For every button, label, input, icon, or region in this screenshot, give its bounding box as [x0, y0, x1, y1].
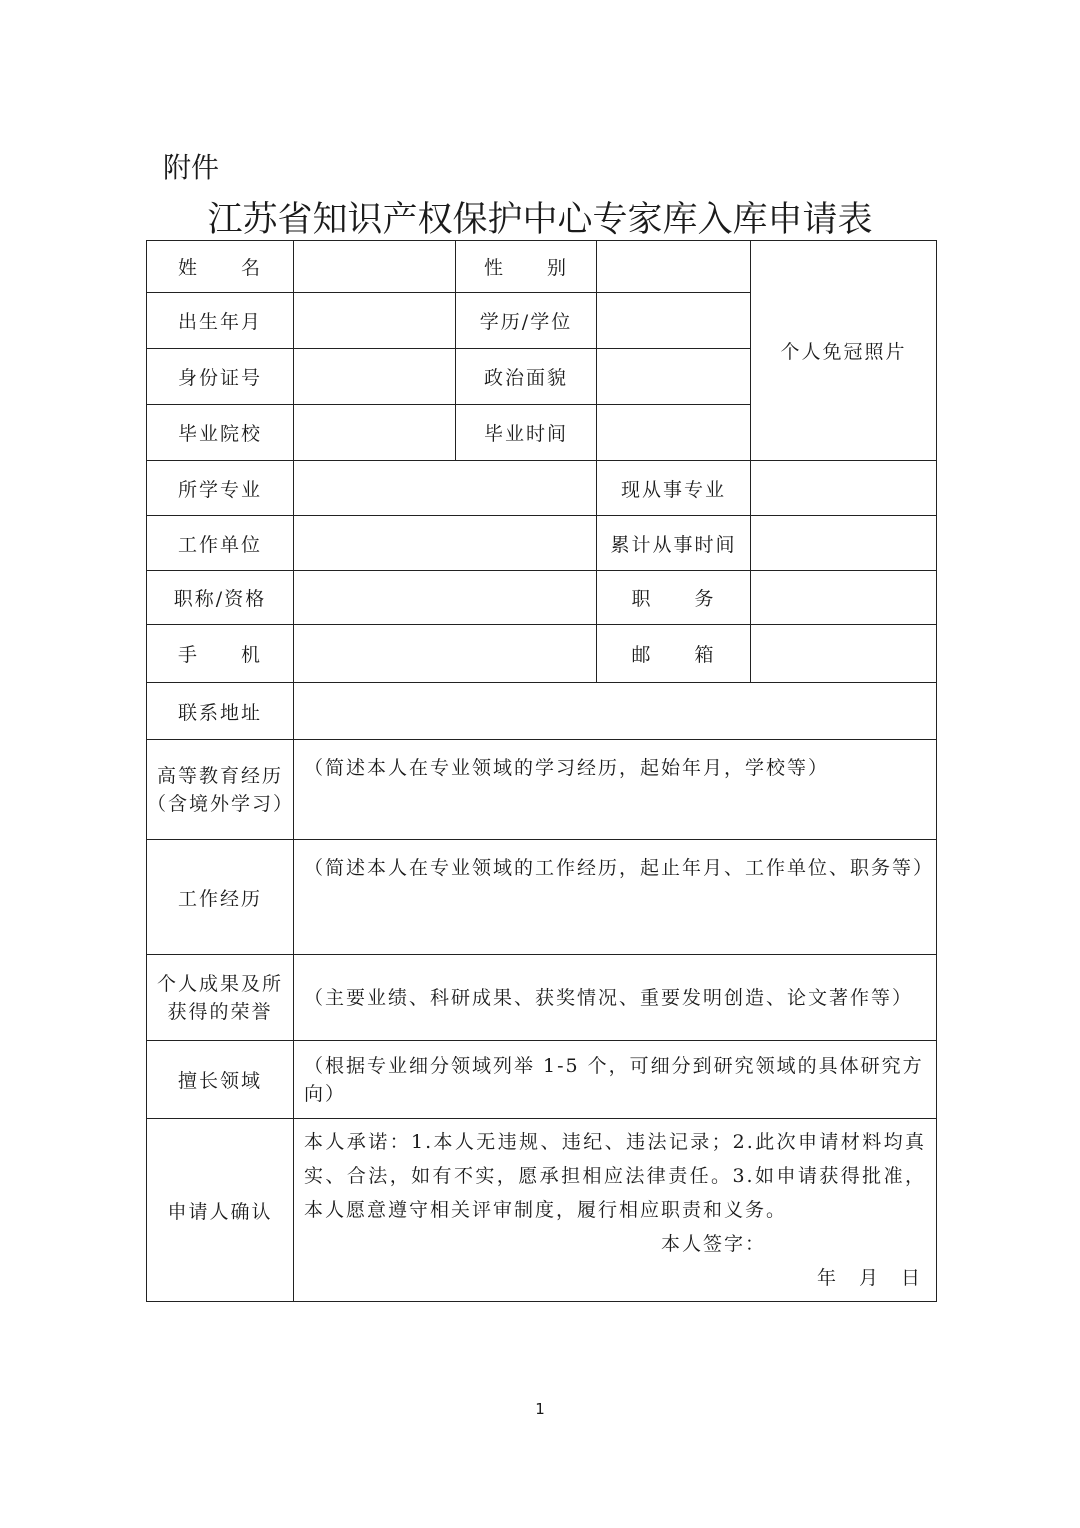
label-expertise: 擅长领域: [147, 1041, 294, 1119]
input-email[interactable]: [751, 625, 937, 683]
label-employer: 工作单位: [147, 516, 294, 571]
label-years-in-field: 累计从事时间: [597, 516, 751, 571]
date-label: 年 月 日: [816, 1267, 922, 1289]
label-photo: 个人免冠照片: [780, 341, 907, 363]
input-years-in-field[interactable]: [751, 516, 937, 571]
pledge-text: 本人承诺：1.本人无违规、违纪、违法记录；2.此次申请材料均真实、合法，如有不实，愿承担相应法律责任。3.如申请获得批准，本人愿意遵守相关评审制度，履行相应职责和义务。: [304, 1131, 926, 1221]
label-name: 姓 名: [147, 241, 294, 293]
label-current-field: 现从事专业: [597, 461, 751, 516]
input-current-field[interactable]: [751, 461, 937, 516]
pledge-cell[interactable]: [294, 1119, 937, 1302]
input-position[interactable]: [751, 571, 937, 625]
label-email: 邮 箱: [597, 625, 751, 683]
input-degree[interactable]: [597, 293, 751, 349]
work-hint[interactable]: （简述本人在专业领域的工作经历，起止年月、工作单位、职务等）: [294, 840, 937, 955]
input-gender[interactable]: [597, 241, 751, 293]
label-achievements: 个人成果及所获得的荣誉: [147, 955, 294, 1041]
input-title-qual[interactable]: [294, 571, 597, 625]
label-position: 职 务: [597, 571, 751, 625]
label-degree: 学历/学位: [456, 293, 597, 349]
label-id-number: 身份证号: [147, 349, 294, 405]
label-gender: 性 别: [456, 241, 597, 293]
signature-label: 本人签字：: [660, 1233, 766, 1255]
label-title-qual: 职称/资格: [147, 571, 294, 625]
expertise-hint[interactable]: （根据专业细分领域列举 1-5 个，可细分到研究领域的具体研究方向）: [294, 1041, 937, 1119]
input-address[interactable]: [294, 683, 937, 740]
input-mobile[interactable]: [294, 625, 597, 683]
label-political: 政治面貌: [456, 349, 597, 405]
label-birth: 出生年月: [147, 293, 294, 349]
label-address: 联系地址: [147, 683, 294, 740]
form-title: 江苏省知识产权保护中心专家库入库申请表: [207, 200, 873, 240]
label-grad-time: 毕业时间: [456, 405, 597, 461]
page-number: 1: [535, 1400, 545, 1418]
input-grad-time[interactable]: [597, 405, 751, 461]
input-political[interactable]: [597, 349, 751, 405]
input-major[interactable]: [294, 461, 597, 516]
photo-box[interactable]: [751, 241, 937, 461]
input-id-number[interactable]: [294, 349, 456, 405]
label-mobile: 手 机: [147, 625, 294, 683]
input-birth[interactable]: [294, 293, 456, 349]
label-work: 工作经历: [147, 840, 294, 955]
achievements-hint[interactable]: （主要业绩、科研成果、获奖情况、重要发明创造、论文著作等）: [294, 955, 937, 1041]
education-hint[interactable]: （简述本人在专业领域的学习经历，起始年月，学校等）: [294, 740, 937, 840]
label-confirm: 申请人确认: [147, 1119, 294, 1302]
label-education: 高等教育经历（含境外学习）: [147, 740, 294, 840]
application-form-table: [146, 240, 937, 1302]
input-name[interactable]: [294, 241, 456, 293]
label-school: 毕业院校: [147, 405, 294, 461]
attachment-label: 附件: [163, 151, 220, 184]
input-school[interactable]: [294, 405, 456, 461]
input-employer[interactable]: [294, 516, 597, 571]
label-major: 所学专业: [147, 461, 294, 516]
